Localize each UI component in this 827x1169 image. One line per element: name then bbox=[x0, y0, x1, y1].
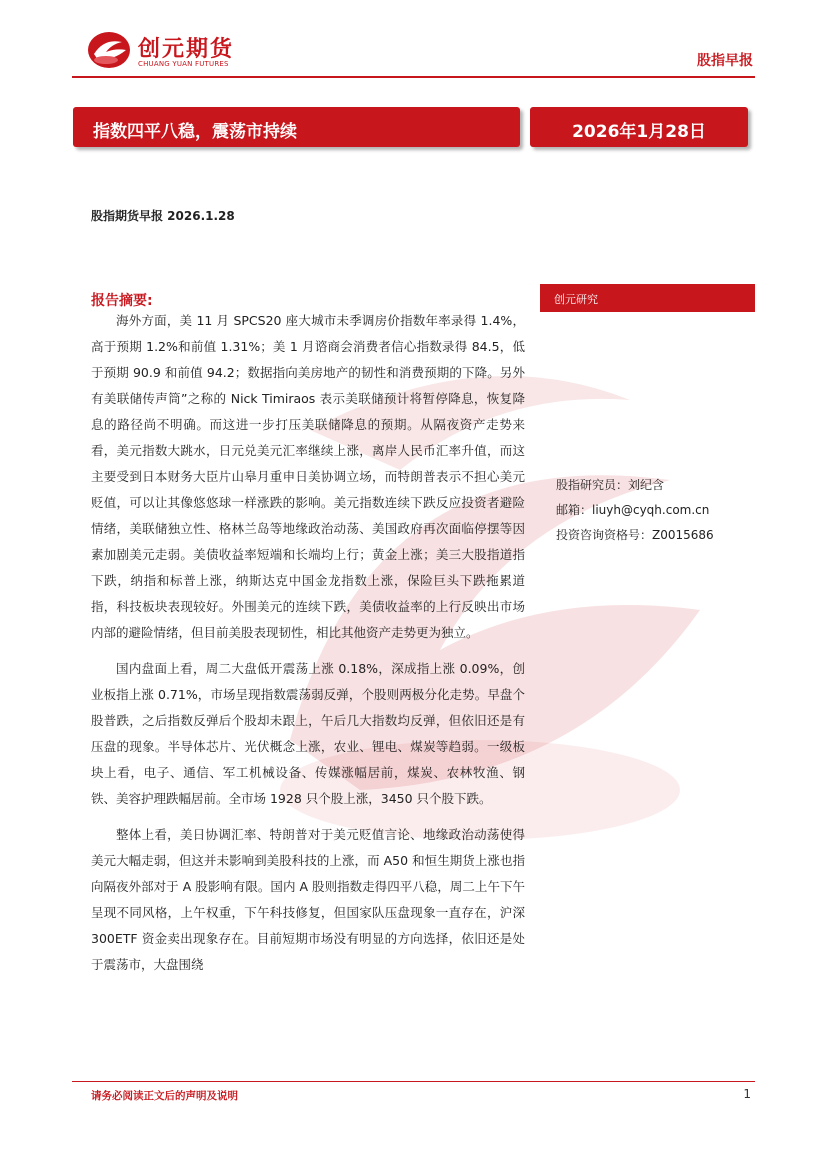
footer-divider bbox=[72, 1081, 755, 1082]
sidebar-header-label: 创元研究 bbox=[554, 293, 598, 306]
report-title-banner bbox=[73, 107, 520, 147]
footer-disclaimer-note: 请务必阅读正文后的声明及说明 bbox=[91, 1090, 238, 1102]
summary-heading: 报告摘要: bbox=[91, 293, 153, 309]
analyst-email: 邮箱：liuyh@cyqh.com.cn bbox=[556, 503, 710, 517]
report-subheading: 股指期货早报 2026.1.28 bbox=[91, 209, 235, 223]
logo-chinese-name: 创元期货 bbox=[138, 37, 235, 62]
analyst-license: 投资咨询资格号：Z0015686 bbox=[556, 528, 714, 542]
sidebar-header bbox=[540, 284, 755, 312]
summary-paragraph-domestic: 国内盘面上看，周二大盘低开震荡上涨 0.18%，深成指上涨 0.09%，创业板指上涨 0.71%，市场呈现指数震荡弱反弹，个股则两极分化走势。早盘个股普跌，之后指数反弹后个股却未跟上，午后几大指数均反弹，但依旧还是有压盘的现象。半导体芯片、光伏概念上涨，农业、锂电、煤炭等趋弱。一级板块上看，电子、通信、军工机械设备、传媒涨幅居前，煤炭、农林牧渔、钢铁、美容护理跌幅居前。全市场 1928 只个股上涨，3450 只个股下跌。 bbox=[91, 661, 525, 806]
logo-emblem-icon bbox=[86, 30, 132, 70]
summary-paragraph-overseas: 海外方面，美 11 月 SPCS20 座大城市未季调房价指数年率录得 1.4%，高于预期 1.2%和前值 1.31%；美 1 月谘商会消费者信心指数录得 84.5，低于预期 90.9 和前值 94.2；数据指向美房地产的韧性和消费预期的下降。另外有美联储传声筒”之称的 Nick Timiraos 表示美联储预计将暂停降息，恢复降息的路径尚不明确。而这进一步打压美联储降息的预期。从隔夜资产走势来看，美元指数大跳水，日元兑美元汇率继续上涨，离岸人民币汇率升值，而这主要受到日本财务大臣片山皋月重申日美协调立场，而特朗普表示不担心美元贬值，可以让其像悠悠球一样涨跌的影响。美元指数连续下跌反应投资者避险情绪，美联储独立性、格林兰岛等地缘政治动荡、美国政府再次面临停摆等因素加剧美元走弱。美债收益率短端和长端均上行；黄金上涨；美三大股指道指下跌，纳指和标普上涨，纳斯达克中国金龙指数上涨，保险巨头下跌拖累道指，科技板块表现较好。外围美元的连续下跌，美债收益率的上行反映出市场内部的避险情绪，但目前美股表现韧性，相比其他资产走势更为独立。 bbox=[91, 313, 525, 640]
summary-paragraph-overall: 整体上看，美日协调汇率、特朗普对于美元贬值言论、地缘政治动荡使得美元大幅走弱，但这并未影响到美股科技的上涨，而 A50 和恒生期货上涨也指向隔夜外部对于 A 股影响有限。国内 A 股则指数走得四平八稳，周二上午下午呈现不同风格，上午权重，下午科技修复，但国家队压盘现象一直存在，沪深 300ETF 资金卖出现象存在。目前短期市场没有明显的方向选择，依旧还是处于震荡市，大盘围绕 bbox=[91, 827, 525, 972]
logo-english-name: CHUANG YUAN FUTURES bbox=[138, 60, 229, 68]
header-divider bbox=[72, 76, 755, 78]
report-type-label: 股指早报 bbox=[697, 53, 753, 69]
page-number: 1 bbox=[743, 1087, 751, 1101]
analyst-name: 股指研究员：刘纪含 bbox=[556, 478, 665, 492]
report-date: 2026年1月28日 bbox=[572, 122, 706, 142]
analyst-contact bbox=[556, 473, 714, 548]
report-date-banner bbox=[530, 107, 748, 147]
report-title: 指数四平八稳，震荡市持续 bbox=[93, 122, 297, 142]
company-logo bbox=[86, 28, 256, 76]
summary-body bbox=[91, 308, 525, 988]
